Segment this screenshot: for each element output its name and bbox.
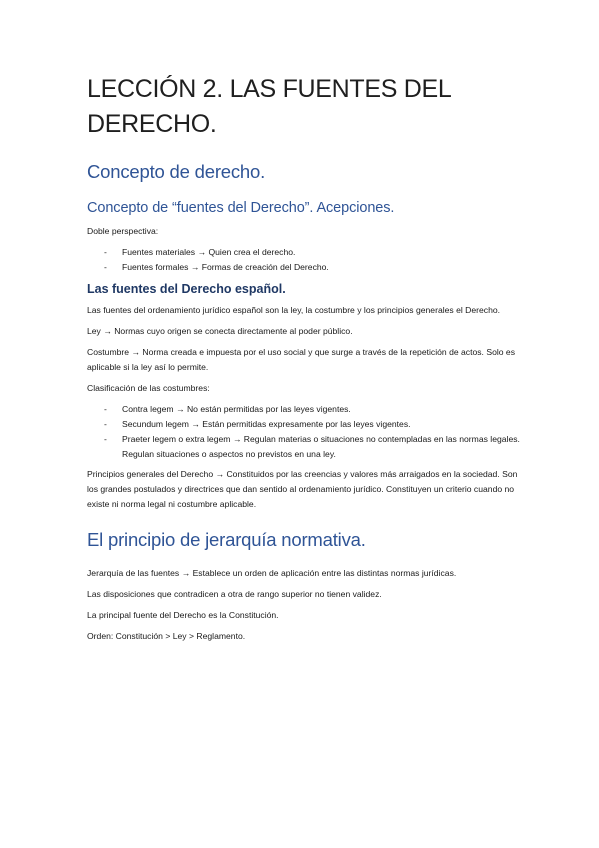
list-item	[87, 402, 527, 417]
list-item-text: Contra legem → No están permitidas por las leyes vigentes.	[122, 404, 351, 414]
paragraph-disposiciones: Las disposiciones que contradicen a otra de rango superior no tienen validez.	[87, 589, 382, 599]
list-item-text: Secundum legem → Están permitidas expresamente por las leyes vigentes.	[122, 419, 411, 429]
list-perspectivas	[87, 245, 527, 275]
paragraph-ley: Ley → Normas cuyo origen se conecta directamente al poder público.	[87, 326, 353, 336]
paragraph-jerarquia-fuentes: Jerarquía de las fuentes → Establece un orden de aplicación entre las distintas normas jurídicas.	[87, 568, 457, 578]
bullet-dash: -	[104, 419, 107, 429]
paragraph-clasificacion: Clasificación de las costumbres:	[87, 383, 210, 393]
bullet-dash: -	[104, 262, 107, 272]
paragraph-doble-perspectiva: Doble perspectiva:	[87, 226, 159, 236]
paragraph-orden: Orden: Constitución > Ley > Reglamento.	[87, 631, 246, 641]
list-item	[87, 245, 527, 260]
document-body	[87, 72, 527, 650]
bullet-dash: -	[104, 404, 107, 414]
paragraph-costumbre: Costumbre → Norma creada e impuesta por el uso social y que surge a través de la repetición de actos. Solo es aplicable si la ley así lo permite.	[87, 347, 515, 372]
list-item-text: Fuentes materiales → Quien crea el derecho.	[122, 247, 296, 257]
list-item	[87, 260, 527, 275]
list-item-text: Fuentes formales → Formas de creación del Derecho.	[122, 262, 329, 272]
paragraph-principal-fuente: La principal fuente del Derecho es la Constitución.	[87, 610, 279, 620]
heading-fuentes-espanol: Las fuentes del Derecho español.	[87, 282, 286, 296]
heading-jerarquia: El principio de jerarquía normativa.	[87, 529, 366, 550]
bullet-dash: -	[104, 434, 107, 444]
heading-concepto-fuentes: Concepto de “fuentes del Derecho”. Acepciones.	[87, 200, 395, 216]
heading-concepto-derecho: Concepto de derecho.	[87, 161, 266, 182]
paragraph-fuentes-ordenamiento: Las fuentes del ordenamiento jurídico español son la ley, la costumbre y los principios generales el Derecho.	[87, 305, 501, 315]
bullet-dash: -	[104, 247, 107, 257]
list-item	[87, 417, 527, 432]
list-costumbres	[87, 402, 527, 462]
paragraph-principios: Principios generales del Derecho → Constituidos por las creencias y valores más arraigados en la sociedad. Son los grandes postulados y directrices que dan sentido al ordenamiento jurídico. Constituyen un criterio cuando no existe ni norma legal ni costumbre aplicable.	[87, 469, 518, 509]
list-item	[87, 432, 527, 462]
document-title: LECCIÓN 2. LAS FUENTES DEL DERECHO.	[87, 75, 451, 138]
list-item-text: Praeter legem o extra legem → Regulan materias o situaciones no contempladas en las normas legales. Regulan situaciones o aspectos no previstos en una ley.	[122, 434, 520, 459]
